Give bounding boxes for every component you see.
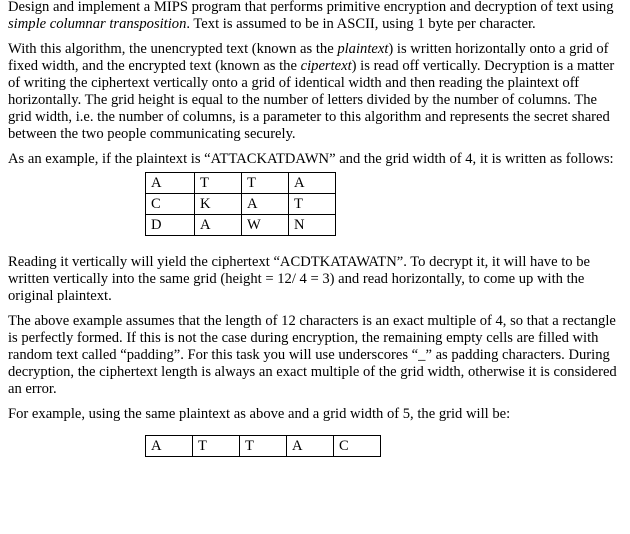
grid-cell: D bbox=[146, 215, 195, 236]
grid-cell: A bbox=[195, 215, 242, 236]
grid-cell: T bbox=[195, 173, 242, 194]
intro-text-b: . Text is assumed to be in ASCII, using 1 byte per character. bbox=[186, 16, 536, 32]
intro-text-a: Design and implement a MIPS program that performs primitive encryption and decryption of text using bbox=[8, 0, 614, 15]
spacer bbox=[8, 33, 624, 41]
grid-cell: T bbox=[242, 173, 289, 194]
grid-cell: A bbox=[242, 194, 289, 215]
paragraph-algorithm bbox=[8, 41, 624, 143]
intro-emphasis: simple columnar transposition bbox=[8, 16, 187, 32]
document-body bbox=[8, 0, 624, 463]
algorithm-emphasis-plaintext: plaintext bbox=[337, 41, 389, 57]
grid-cell: A bbox=[146, 173, 195, 194]
grid-row bbox=[146, 436, 381, 457]
grid-cell: T bbox=[240, 436, 287, 457]
grid-width-4-container bbox=[8, 168, 624, 254]
grid-cell: C bbox=[334, 436, 381, 457]
grid-row bbox=[146, 215, 336, 236]
grid-cell: C bbox=[146, 194, 195, 215]
algorithm-text-b: ) is written horizontally onto a grid of fixed width, and the encrypted text (known as the bbox=[8, 41, 609, 74]
spacer bbox=[8, 143, 624, 151]
grid-cell: A bbox=[146, 436, 193, 457]
grid-width-5 bbox=[145, 435, 381, 457]
grid-cell: K bbox=[195, 194, 242, 215]
spacer bbox=[8, 305, 624, 313]
grid-width-4 bbox=[145, 172, 336, 236]
grid-row bbox=[146, 173, 336, 194]
grid-cell: A bbox=[289, 173, 336, 194]
grid-width-5-container bbox=[8, 423, 624, 463]
grid-cell: A bbox=[287, 436, 334, 457]
grid-cell: N bbox=[289, 215, 336, 236]
grid-row bbox=[146, 194, 336, 215]
grid-cell: T bbox=[193, 436, 240, 457]
algorithm-emphasis-cipertext: cipertext bbox=[300, 58, 352, 74]
grid-cell: W bbox=[242, 215, 289, 236]
paragraph-padding: The above example assumes that the length of 12 characters is an exact multiple of 4, so that a rectangle is perfectly formed. If this is not the case during encryption, the remaining empty cells are filled with random text called “padding”. For this task you will use underscores “_” as padding characters. During decryption, the ciphertext length is always an exact multiple of the grid width, otherwise it is considered an error. bbox=[8, 313, 617, 397]
paragraph-reading: Reading it vertically will yield the ciphertext “ACDTKATAWATN”. To decrypt it, it will have to be written vertically into the same grid (height = 12/ 4 = 3) and read horizontally, to come up with the original plaintext. bbox=[8, 254, 591, 304]
spacer bbox=[8, 398, 624, 406]
paragraph-example-2: For example, using the same plaintext as above and a grid width of 5, the grid will be: bbox=[8, 406, 511, 422]
paragraph-example: As an example, if the plaintext is “ATTACKATDAWN” and the grid width of 4, it is written as follows: bbox=[8, 151, 614, 167]
grid-cell: T bbox=[289, 194, 336, 215]
algorithm-text-a: With this algorithm, the unencrypted text (known as the bbox=[8, 41, 338, 57]
algorithm-text-c: ) is read off vertically. Decryption is a matter of writing the ciphertext vertically onto a grid of identical width and then reading the plaintext off horizontally. The grid height is equal to the number of letters divided by the number of columns. The grid width, i.e. the number of columns, is a parameter to this algorithm and represents the secret shared between the two people communicating securely. bbox=[8, 58, 615, 142]
paragraph-intro bbox=[8, 0, 624, 33]
